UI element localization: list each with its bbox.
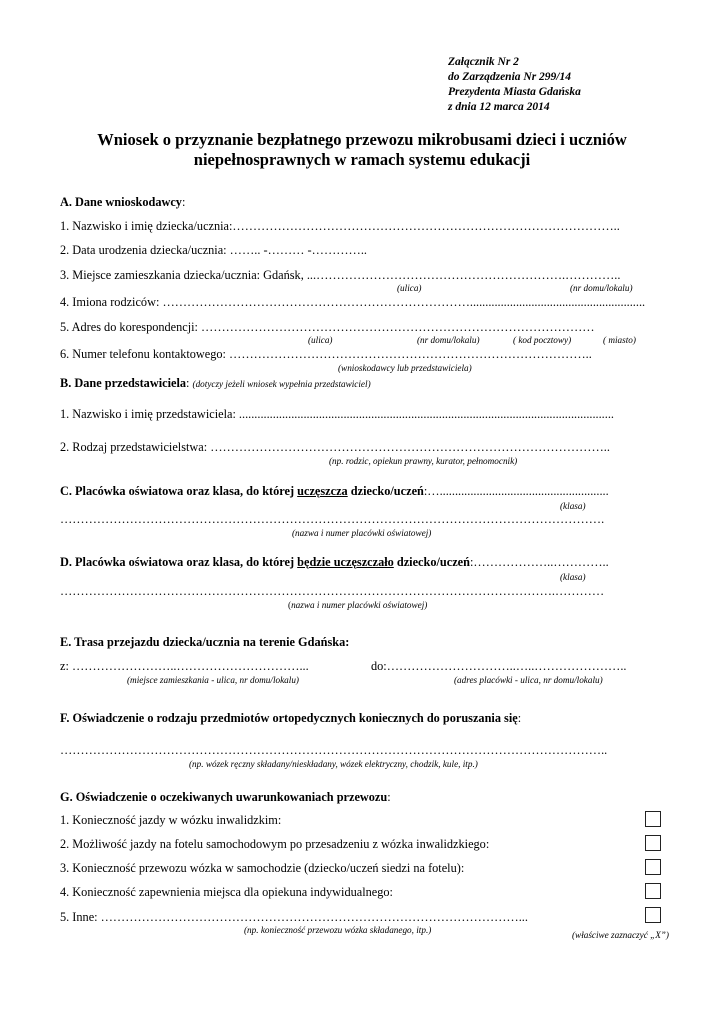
section-a-heading-text: A. Dane wnioskodawcy — [60, 195, 182, 209]
option-car-seat-transfer: 2. Możliwość jazdy na fotelu samochodowym po przesadzeniu z wózka inwalidzkiego: — [60, 837, 490, 851]
note-address-street: (ulica) — [308, 335, 333, 345]
note-residence-street: (ulica) — [397, 283, 422, 293]
checkbox-caregiver-seat[interactable] — [645, 883, 661, 899]
section-f-heading-text: F. Oświadczenie o rodzaju przedmiotów ortopedycznych koniecznych do poruszania się — [60, 711, 518, 725]
section-c-heading-underlined: uczęszcza — [297, 484, 348, 498]
section-g-heading-text: G. Oświadczenie o oczekiwanych uwarunkowaniach przewozu — [60, 790, 388, 804]
note-c-school: (nazwa i numer placówki oświatowej) — [292, 528, 432, 538]
section-d-heading-subject: dziecko/uczeń — [393, 555, 470, 569]
section-d-heading-text: D. Placówka oświatowa oraz klasa, do której — [60, 555, 298, 569]
field-route-from[interactable]: z: ……………………..…………………………... — [60, 659, 309, 673]
field-representative-name[interactable]: 1. Nazwisko i imię przedstawiciela: .......................................................................................................................... — [60, 407, 614, 421]
section-e-heading: E. Trasa przejazdu dziecka/ucznia na terenie Gdańska: — [60, 635, 350, 649]
note-address-postal: ( kod pocztowy) — [513, 335, 572, 345]
checkbox-other[interactable] — [645, 907, 661, 923]
checkbox-wheelchair-transport[interactable] — [645, 859, 661, 875]
section-c-heading-subject: dziecko/uczeń — [347, 484, 424, 498]
option-other[interactable]: 5. Inne: …………………………………………………………………………………………... — [60, 910, 528, 924]
section-c-class-field: :…....................................................... — [423, 484, 609, 498]
field-representation-type[interactable]: 2. Rodzaj przedstawicielstwa: …………………………………………………………………………………….. — [60, 440, 610, 454]
note-representation-type: (np. rodzic, opiekun prawny, kurator, pełnomocnik) — [329, 456, 518, 466]
section-g-heading — [60, 790, 391, 805]
attachment-line-3: Prezydenta Miasta Gdańska — [448, 86, 581, 98]
note-d-school — [288, 600, 427, 610]
note-other: (np. konieczność przewozu wózka składanego, itp.) — [244, 925, 432, 935]
field-route-to[interactable]: do:…………………………..…..………………….. — [371, 659, 627, 673]
section-b-heading — [60, 376, 371, 391]
field-phone[interactable]: 6. Numer telefonu kontaktowego: …………………………………………………………………………….. — [60, 347, 592, 361]
note-residence-number: (nr domu/lokalu) — [570, 283, 633, 293]
attachment-line-4: z dnia 12 marca 2014 — [448, 101, 550, 113]
note-route-from: (miejsce zamieszkania - ulica, nr domu/lokalu) — [127, 675, 299, 685]
section-b-heading-colon: : — [186, 376, 193, 390]
section-b-heading-text: B. Dane przedstawiciela — [60, 376, 187, 390]
option-wheelchair-transport: 3. Konieczność przewozu wózka w samochodzie (dziecko/uczeń siedzi na fotelu): — [60, 861, 465, 875]
field-parents-names[interactable]: 4. Imiona rodziców: …………………………………………………………………......................................................... — [60, 295, 646, 309]
section-f-heading-colon: : — [517, 711, 522, 725]
section-d-class-field: :………………..………….. — [469, 555, 609, 569]
checkbox-car-seat-transfer[interactable] — [645, 835, 661, 851]
section-d-heading[interactable] — [60, 555, 609, 570]
note-address-number: (nr domu/lokalu) — [417, 335, 480, 345]
section-d-heading-underlined: będzie uczęszczało — [297, 555, 394, 569]
field-orthopedic-items[interactable]: …………………………………………………………………………………………………………………….. — [60, 743, 608, 757]
section-a-heading — [60, 195, 185, 210]
section-c-heading-text: C. Placówka oświatowa oraz klasa, do której — [60, 484, 298, 498]
checkbox-wheelchair-ride[interactable] — [645, 811, 661, 827]
section-g-heading-colon: : — [387, 790, 391, 804]
note-address-city: ( miasto) — [603, 335, 636, 345]
note-d-school-text: nazwa i numer placówki oświatowej) — [291, 600, 428, 610]
form-title-line-2: niepełnosprawnych w ramach systemu edukacji — [193, 150, 531, 169]
note-c-class: (klasa) — [560, 501, 586, 511]
option-wheelchair-ride: 1. Konieczność jazdy w wózku inwalidzkim: — [60, 813, 282, 827]
section-a-heading-colon: : — [181, 195, 186, 209]
note-mark-instruction: (właściwe zaznaczyć „X”) — [572, 930, 669, 940]
field-residence[interactable]: 3. Miejsce zamieszkania dziecka/ucznia: Gdańsk, ...…………………………………………………….………….. — [60, 268, 621, 282]
note-route-to: (adres placówki - ulica, nr domu/lokalu) — [454, 675, 603, 685]
section-f-heading — [60, 711, 521, 726]
field-correspondence-address[interactable]: 5. Adres do korespondencji: …………………………………………………………………………………… — [60, 320, 595, 334]
note-d-class: (klasa) — [560, 572, 586, 582]
option-caregiver-seat: 4. Konieczność zapewnienia miejsca dla opiekuna indywidualnego: — [60, 885, 393, 899]
field-future-school[interactable]: ………………………………………………………………………………………………………….………… — [60, 584, 605, 598]
note-d-school-paren: ( — [288, 600, 292, 610]
attachment-line-2: do Zarządzenia Nr 299/14 — [448, 71, 571, 83]
section-c-heading[interactable] — [60, 484, 609, 499]
field-child-name[interactable]: 1. Nazwisko i imię dziecka/ucznia:………………………………………………………………………………….. — [60, 219, 620, 233]
form-title-line-1: Wniosek o przyznanie bezpłatnego przewozu mikrobusami dzieci i uczniów — [97, 130, 627, 149]
field-current-school[interactable]: ……………………………………………………………………………………………………………………. — [60, 512, 605, 526]
section-b-heading-note: (dotyczy jeżeli wniosek wypełnia przedstawiciel) — [192, 379, 371, 389]
note-phone: (wnioskodawcy lub przedstawiciela) — [338, 363, 472, 373]
note-orthopedic-items: (np. wózek ręczny składany/nieskładany, wózek elektryczny, chodzik, kule, itp.) — [189, 759, 478, 769]
field-birth-date[interactable]: 2. Data urodzenia dziecka/ucznia: …….. -……… -………….. — [60, 243, 367, 257]
attachment-line-1: Załącznik Nr 2 — [448, 56, 519, 68]
